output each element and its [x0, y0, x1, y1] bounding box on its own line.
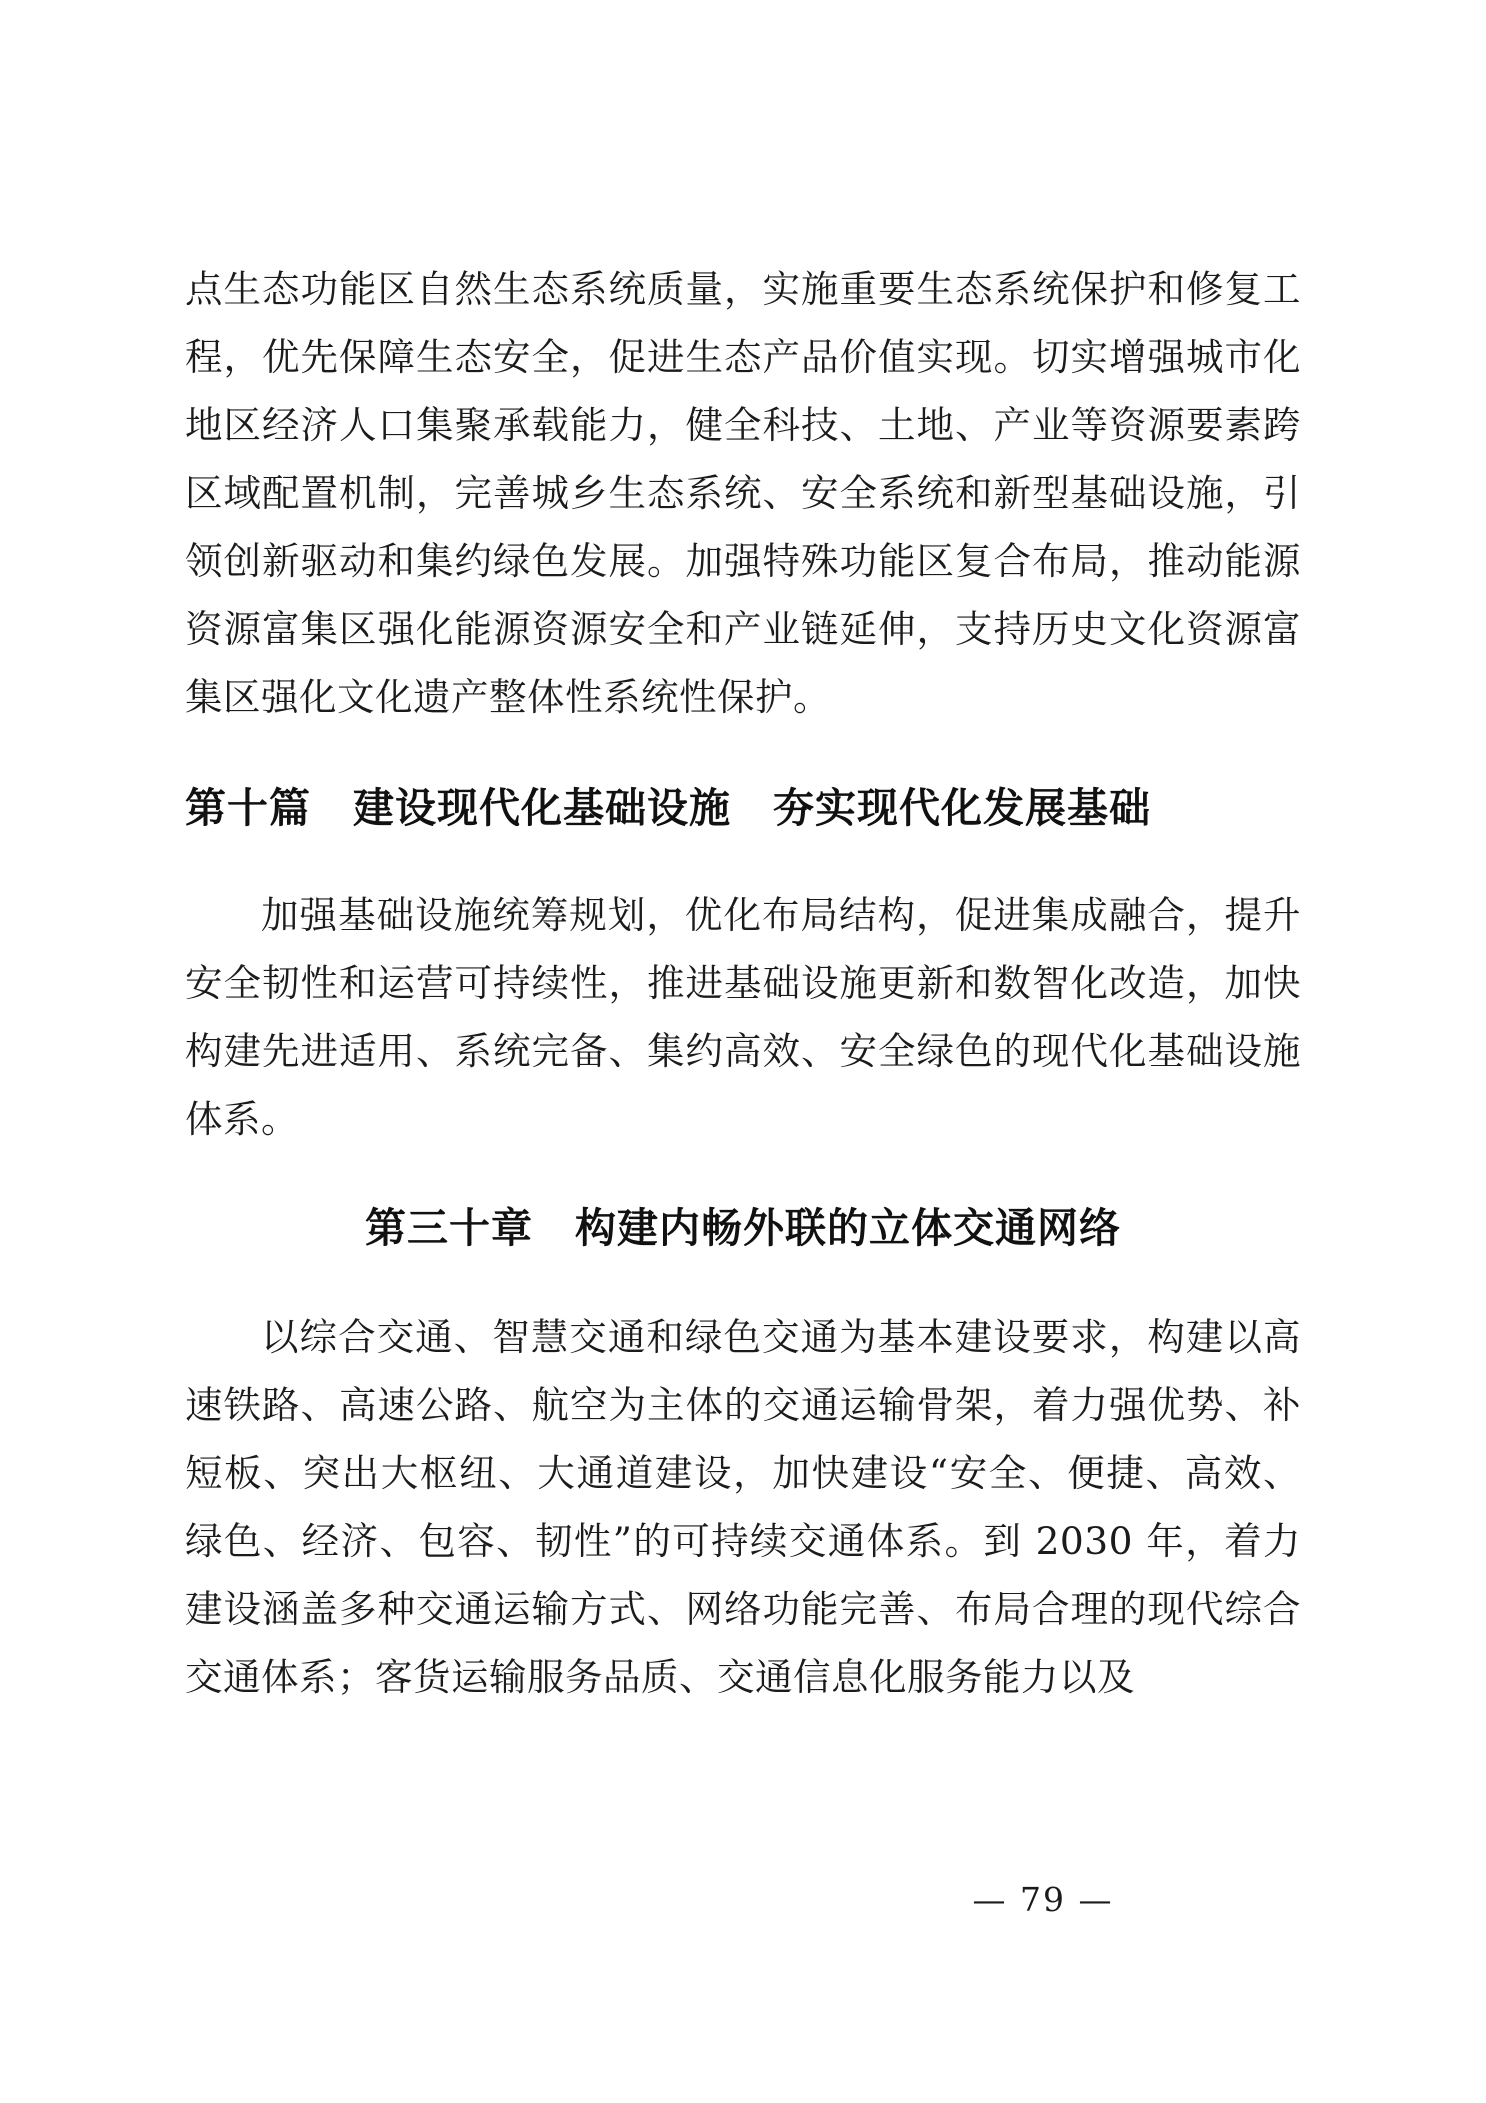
page-footer	[0, 1880, 1486, 1919]
chapter-title: 第三十章 构建内畅外联的立体交通网络	[365, 1204, 1121, 1252]
page-content	[185, 255, 1301, 1711]
page-number: — 79 —	[972, 1880, 1114, 1919]
spacer	[185, 1259, 1301, 1303]
paragraph-chapter-body: 以综合交通、智慧交通和绿色交通为基本建设要求，构建以高速铁路、高速公路、航空为主体的交通运输骨架，着力强优势、补短板、突出大枢纽、大通道建设，加快建设“安全、便捷、高效、绿色、经济、包容、韧性”的可持续交通体系。到 2030 年，着力建设涵盖多种交通运输方式、网络功能完善、布局合理的现代综合交通体系；客货运输服务品质、交通信息化服务能力以及	[185, 1315, 1301, 1699]
spacer	[185, 1153, 1301, 1197]
part-title: 第十篇 建设现代化基础设施 夯实现代化发展基础	[185, 784, 1151, 832]
spacer	[185, 839, 1301, 881]
part-title-container	[185, 777, 1301, 839]
paragraph-part-intro: 加强基础设施统筹规划，优化布局结构，促进集成融合，提升安全韧性和运营可持续性，推进基础设施更新和数智化改造，加快构建先进适用、系统完备、集约高效、安全绿色的现代化基础设施体系。	[185, 893, 1301, 1141]
spacer	[185, 731, 1301, 777]
paragraph-continued: 点生态功能区自然生态系统质量，实施重要生态系统保护和修复工程，优先保障生态安全，促进生态产品价值实现。切实增强城市化地区经济人口集聚承载能力，健全科技、土地、产业等资源要素跨区域配置机制，完善城乡生态系统、安全系统和新型基础设施，引领创新驱动和集约绿色发展。加强特殊功能区复合布局，推动能源资源富集区强化能源资源安全和产业链延伸，支持历史文化资源富集区强化文化遗产整体性系统性保护。	[185, 267, 1301, 719]
